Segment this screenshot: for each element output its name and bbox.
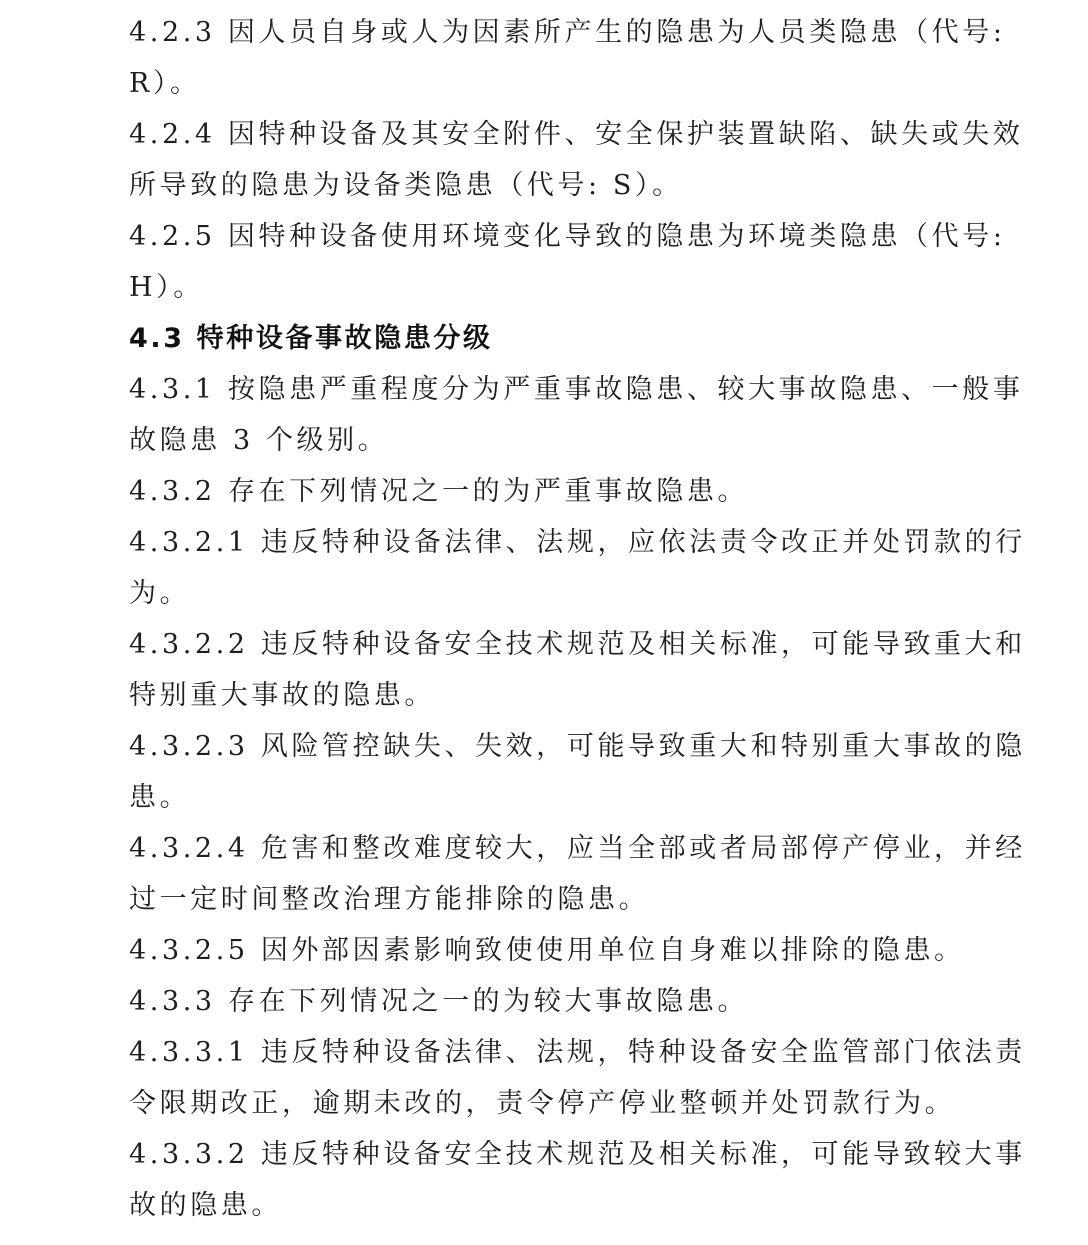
text-line-4-3-2-1-cont: 为。 — [129, 578, 191, 609]
text-line-4-2-4-cont: 所导致的隐患为设备类隐患（代号: S）。 — [129, 170, 683, 201]
text-line-4-2-5-cont: H）。 — [129, 272, 204, 303]
text-line-4-3-1-cont: 故隐患 3 个级别。 — [129, 425, 389, 456]
text-line-4-3-2-3: 4.3.2.3 风险管控缺失、失效，可能导致重大和特别重大事故的隐 — [129, 731, 1026, 762]
section-heading-4-3: 4.3 特种设备事故隐患分级 — [129, 323, 493, 354]
text-line-4-3-2-2-cont: 特别重大事故的隐患。 — [129, 680, 435, 711]
text-line-4-3-2-1: 4.3.2.1 违反特种设备法律、法规，应依法责令改正并处罚款的行 — [129, 527, 1026, 558]
text-line-4-3-2-5: 4.3.2.5 因外部因素影响致使使用单位自身难以排除的隐患。 — [129, 935, 965, 966]
text-line-4-3-1: 4.3.1 按隐患严重程度分为严重事故隐患、较大事故隐患、一般事 — [129, 374, 1024, 405]
text-line-4-3-2-2: 4.3.2.2 违反特种设备安全技术规范及相关标准，可能导致重大和 — [129, 629, 1026, 660]
text-line-4-2-4: 4.2.4 因特种设备及其安全附件、安全保护装置缺陷、缺失或失效 — [129, 119, 1024, 150]
text-line-4-3-3-1: 4.3.3.1 违反特种设备法律、法规，特种设备安全监管部门依法责 — [129, 1037, 1026, 1068]
text-line-4-3-2-3-cont: 患。 — [129, 782, 191, 813]
text-line-4-3-3-1-cont: 令限期改正，逾期未改的，责令停产停业整顿并处罚款行为。 — [129, 1088, 956, 1119]
text-line-4-3-2: 4.3.2 存在下列情况之一的为严重事故隐患。 — [129, 476, 749, 507]
text-line-4-3-3: 4.3.3 存在下列情况之一的为较大事故隐患。 — [129, 986, 749, 1017]
text-line-4-2-3: 4.2.3 因人员自身或人为因素所产生的隐患为人员类隐患（代号: — [129, 17, 1006, 48]
text-line-4-3-2-4-cont: 过一定时间整改治理方能排除的隐患。 — [129, 884, 650, 915]
text-line-4-2-5: 4.2.5 因特种设备使用环境变化导致的隐患为环境类隐患（代号: — [129, 221, 1006, 252]
text-line-4-3-3-2-cont: 故的隐患。 — [129, 1190, 282, 1221]
text-line-4-2-3-cont: R）。 — [129, 68, 201, 99]
text-line-4-3-3-2: 4.3.3.2 违反特种设备安全技术规范及相关标准，可能导致较大事 — [129, 1139, 1026, 1170]
text-line-4-3-2-4: 4.3.2.4 危害和整改难度较大，应当全部或者局部停产停业，并经 — [129, 833, 1026, 864]
